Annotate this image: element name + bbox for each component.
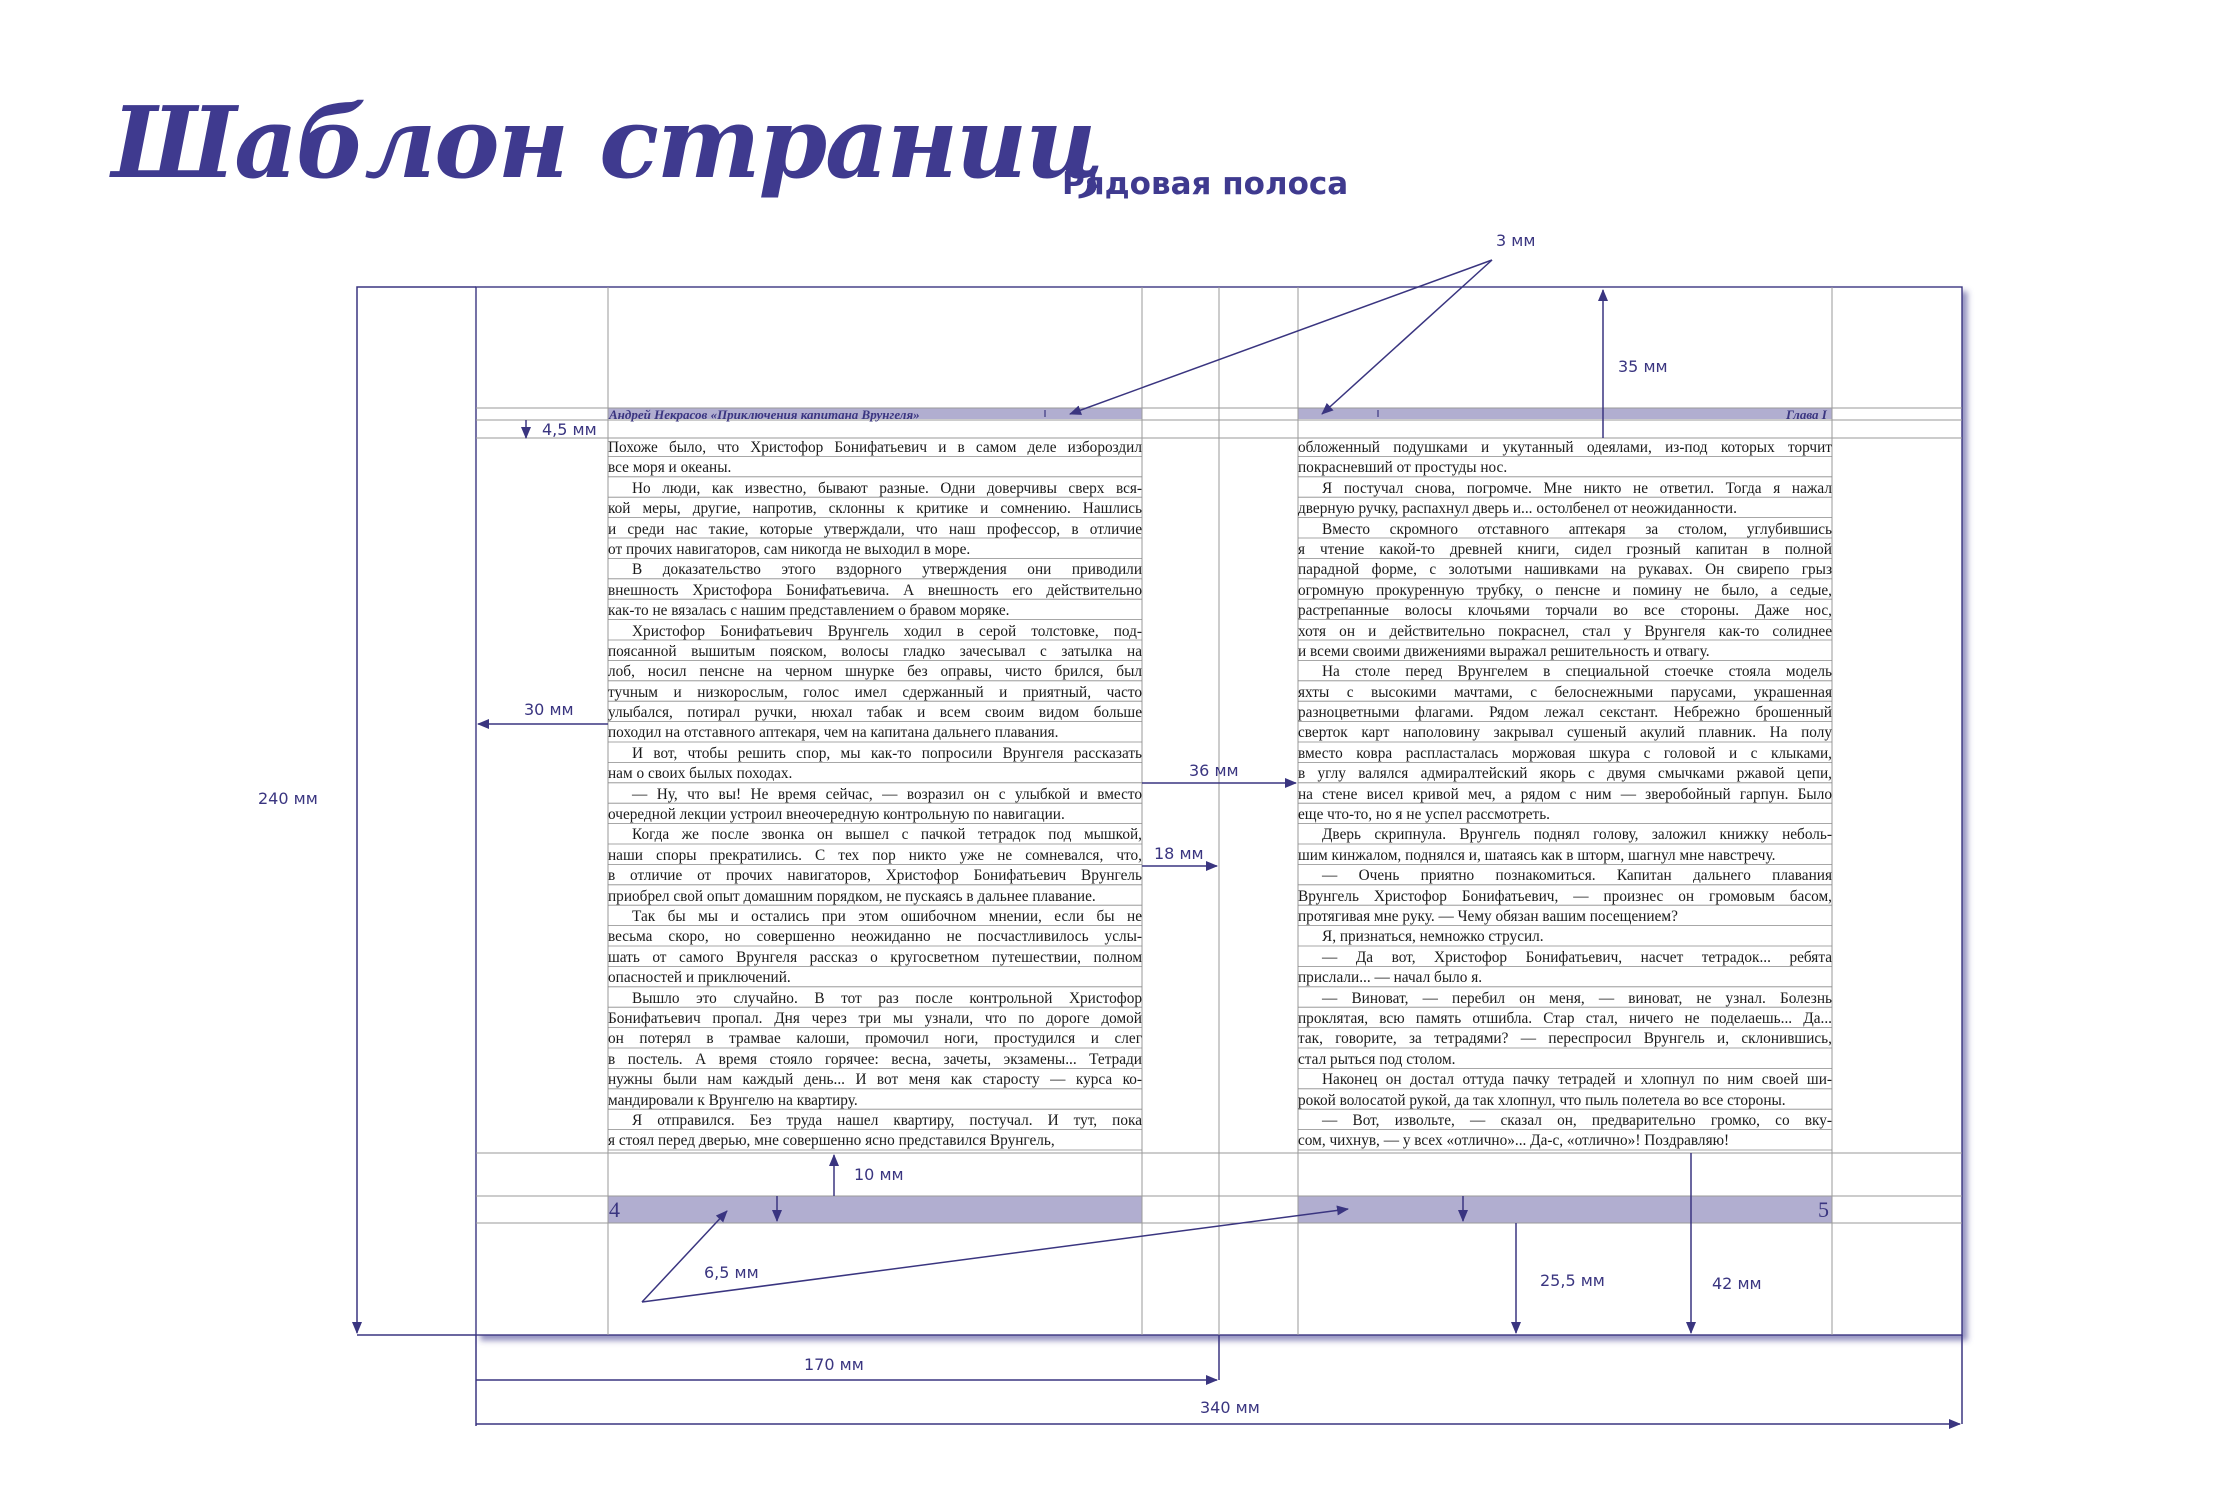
body-text-right — [1298, 438, 1832, 1152]
text-line: Я постучал снова, погромче. Мне никто не ответил. Тогда я нажал — [1322, 479, 1832, 497]
dim-label-top-margin: 35 мм — [1618, 357, 1668, 376]
dim-label-spread-width: 340 мм — [1200, 1398, 1260, 1417]
text-line: рокой волосатой рукой, да так хлопнул, что пыль полетела во все стороны. — [1298, 1091, 1786, 1109]
text-line: дверную ручку, распахнул дверь и... остолбенел от неожиданности. — [1298, 500, 1737, 518]
text-line: все моря и океаны. — [608, 459, 732, 477]
text-line: Врунгель Христофор Бонифатьевич, — произнес он громовым басом, — [1298, 887, 1832, 905]
text-line: нам о своих былых походах. — [608, 765, 793, 783]
text-line: Наконец он достал оттуда пачку тетрадей и хлопнул по ним своей ши- — [1322, 1071, 1832, 1089]
text-line: — Очень приятно познакомиться. Капитан дальнего плавания — [1322, 867, 1832, 885]
text-line: Я отправился. Без труда нашел квартиру, постучал. И тут, пока — [632, 1111, 1142, 1129]
text-line: парадной форме, с золотыми нашивками на рукавах. Он свирепо грыз — [1298, 561, 1832, 579]
layout-subtitle: Рядовая полоса — [1062, 166, 1349, 202]
text-line: И вот, чтобы решить спор, мы как-то попросили Врунгеля рассказать — [632, 744, 1142, 762]
text-line: в постель. А время стояло горячее: весна, зачеты, экзамены... Тетради — [608, 1050, 1142, 1068]
text-line: лоб, носил пенсне на черном шнурке без оправы, чисто брился, был — [608, 663, 1142, 681]
text-line: яхты с высокими мачтами, с белоснежными парусами, украшенная — [1298, 683, 1832, 701]
text-line: протягивая мне руку. — Чему обязан вашим посещением? — [1298, 907, 1678, 925]
text-line: поясанной вышитым пояском, волосы гладко зачесывал с затылка на — [608, 642, 1142, 660]
text-line: я стоял перед дверью, мне совершенно ясно представился Врунгель, — [608, 1132, 1055, 1150]
text-line: опасностей и приключений. — [608, 969, 791, 987]
dim-label-page-height: 240 мм — [258, 789, 318, 808]
page-height-arrow — [357, 287, 476, 1333]
text-line: нужны были нам каждый день... И вот меня как старосту — курса ко- — [608, 1071, 1142, 1089]
dim-label-folio-to-bottom: 25,5 мм — [1540, 1271, 1605, 1290]
dim-label-folio-band: 6,5 мм — [704, 1263, 759, 1282]
text-line: кой меры, другие, напротив, склонны к критике и сомнению. Нашлись — [608, 500, 1142, 518]
text-line: хотя он и действительно покраснел, стал у Врунгеля как-то солиднее — [1298, 622, 1832, 640]
text-line: и среди нас такие, которые утверждали, что наш профессор, в отличие — [608, 520, 1142, 538]
text-line: я чтение какой-то древней книги, сидел грозный капитан в полной — [1298, 540, 1832, 558]
dim-label-gutter: 36 мм — [1189, 761, 1239, 780]
text-line: весьма скоро, но совершенно неожиданно не посчастливилось услы- — [608, 928, 1142, 946]
text-line: Когда же после звонка он вышел с пачкой тетрадок под мышкой, — [632, 826, 1142, 844]
dim-label-header-gap: 4,5 мм — [542, 420, 597, 439]
text-line: Похоже было, что Христофор Бонифатьевич и в самом деле избороздил — [608, 439, 1142, 456]
folio-left: 4 — [609, 1197, 620, 1222]
text-line: очередной лекции устроил внеочередную контрольную по навигации. — [608, 806, 1065, 824]
text-line: Вышло это случайно. В тот раз после контрольной Христофор — [632, 989, 1142, 1007]
text-line: растрепанные волосы клочьями торчали во все стороны. Даже нос, — [1298, 602, 1832, 620]
dim-label-outer-margin: 30 мм — [524, 700, 574, 719]
text-line: Вместо скромного отставного аптекаря за столом, углубившись — [1322, 520, 1832, 538]
text-line: в углу валялся адмиралтейский якорь с двумя смычками ржавой цепи, — [1298, 765, 1832, 783]
running-head-right: Глава I — [1786, 407, 1827, 422]
text-line: прислали... — начал было я. — [1298, 969, 1483, 987]
text-line: еще что-то, но я не успел рассмотреть. — [1298, 806, 1551, 824]
text-line: покрасневший от простуды нос. — [1298, 459, 1508, 477]
dim-label-inner-margin: 18 мм — [1154, 844, 1204, 863]
page-title: Шаблон страниц — [112, 86, 1102, 201]
text-line: В доказательство этого вздорного утверждения они приводили — [632, 561, 1142, 579]
text-line: наши споры прекратились. С тех пор никто уже не сомневался, что, — [608, 846, 1142, 864]
text-line: так, говорите, за тетрадями? — переспросил Врунгель и, склонившись, — [1298, 1030, 1832, 1048]
text-line: он потерял в трамвае калоши, промочил ноги, простудился и слег — [608, 1030, 1142, 1048]
text-line: проклятая, всю память отшибла. Стар стал, ничего не поделаешь... Да... — [1298, 1009, 1832, 1027]
text-line: разноцветными флагами. Рядом лежал секстант. Небрежно брошенный — [1298, 704, 1832, 722]
folio-band-left — [608, 1196, 1142, 1223]
text-line: Дверь скрипнула. Врунгель поднял голову, заложил книжку неболь- — [1322, 826, 1832, 844]
text-line: тучным и низкорослым, голос имел сдержанный и приятный, часто — [608, 683, 1142, 701]
text-line: приобрел свой опыт домашним порядком, не пускаясь в дальнее плавание. — [608, 887, 1096, 905]
body-text-left — [608, 438, 1142, 1152]
text-line: Так бы мы и остались при этом ошибочном мнении, если бы не — [632, 907, 1142, 925]
text-line: мандировали к Врунгелю на квартиру. — [608, 1091, 858, 1109]
folio-band-right — [1298, 1196, 1832, 1223]
text-line: сом, чихнув, — у всех «отлично»... Да-с, «отлично»! Поздравляю! — [1298, 1132, 1730, 1150]
text-line: стал рыться под столом. — [1298, 1050, 1456, 1068]
text-line: — Виноват, — перебил он меня, — виноват, не узнал. Болезнь — [1322, 989, 1832, 1007]
text-line: Бонифатьевич пропал. Дня через три мы узнали, что по дороге домой — [608, 1009, 1142, 1027]
text-line: огромную прокуренную трубку, о пенсне и помину не было, а седые, — [1298, 581, 1832, 599]
text-line: Но люди, как известно, бывают разные. Одни доверчивы сверх вся- — [632, 479, 1142, 497]
text-line: как-то не вязалась с нашим представлением о бравом моряке. — [608, 602, 1010, 620]
text-line: походил на отставного аптекаря, чем на капитана дальнего плавания. — [608, 724, 1059, 742]
dim-label-page-width: 170 мм — [804, 1355, 864, 1374]
text-line: внешность Христофора Бонифатьевича. А внешность его действительно — [608, 581, 1142, 599]
text-line: шим кинжалом, поднялся и, шатаясь как в шторм, шагнул мне навстречу. — [1298, 846, 1776, 864]
dim-label-text-to-folio: 10 мм — [854, 1165, 904, 1184]
text-line: — Вот, извольте, — сказал он, предварительно громко, со вку- — [1322, 1111, 1832, 1129]
running-head-left: Андрей Некрасов «Приключения капитана Врунгеля» — [609, 407, 920, 422]
text-line: от прочих навигаторов, сам никогда не выходил в море. — [608, 540, 971, 558]
text-line: Я, признаться, немножко струсил. — [1322, 928, 1544, 946]
text-line: — Ну, что вы! Не время сейчас, — возразил он с улыбкой и вместо — [632, 785, 1142, 803]
text-line: обложенный подушками и укутанный одеялами, из-под которых торчит — [1298, 439, 1832, 456]
text-line: улыбался, потирал ручки, нюхал табак и всем своим видом больше — [608, 704, 1142, 722]
text-line: шать от самого Врунгеля рассказ о кругосветном путешествии, полном — [608, 948, 1142, 966]
folio-right: 5 — [1818, 1197, 1829, 1222]
text-line: На столе перед Врунгелем в специальной стоечке стояла модель — [1322, 663, 1832, 681]
text-line: — Да вот, Христофор Бонифатьевич, насчет тетрадок... ребята — [1322, 948, 1832, 966]
text-line: Христофор Бонифатьевич Врунгель ходил в серой толстовке, под- — [632, 622, 1142, 640]
text-line: и всеми своими движениями выражал решительность и отвагу. — [1298, 642, 1710, 660]
text-line: сверток карт наполовину закрывал сушеный акулий плавник. На полу — [1298, 724, 1832, 742]
text-line: на стене висел кривой меч, а рядом с ним — зверобойный гарпун. Было — [1298, 785, 1832, 803]
text-line: в отличие от прочих навигаторов, Христофор Бонифатьевич Врунгель — [608, 867, 1142, 885]
dim-label-bottom-margin: 42 мм — [1712, 1274, 1762, 1293]
text-line: вместо ковра распласталась моржовая шкура с головой и с клыками, — [1298, 744, 1832, 762]
dim-label-bleed: 3 мм — [1496, 231, 1536, 250]
